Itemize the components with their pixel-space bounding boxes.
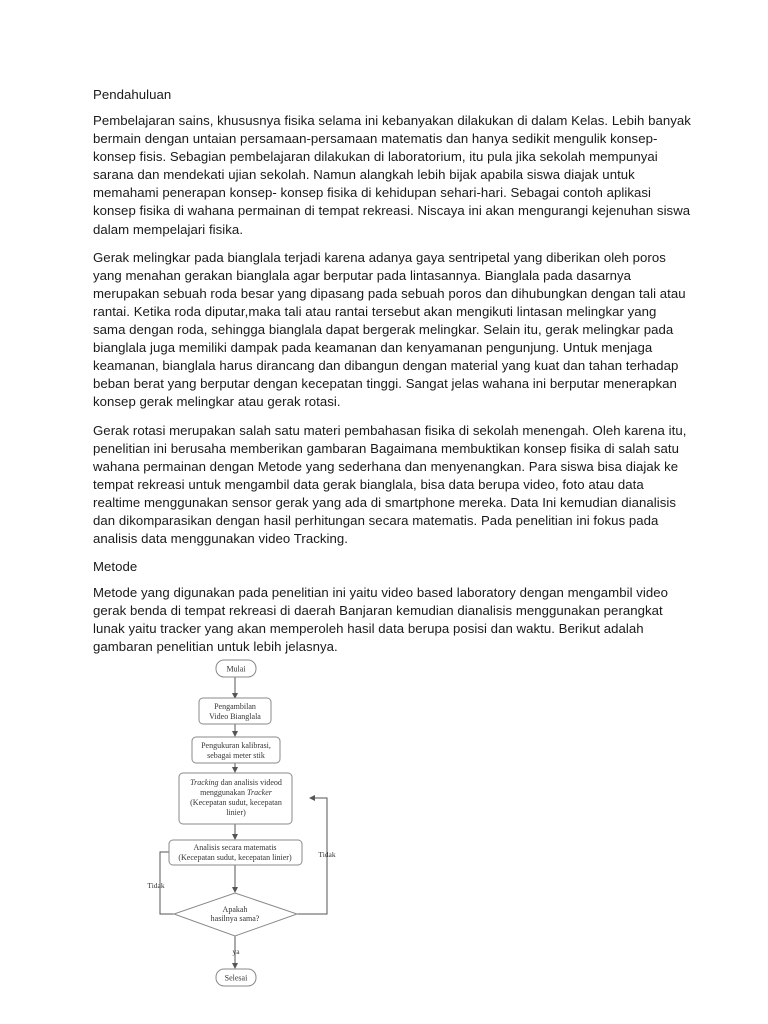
paragraph-intro-1 bbox=[93, 112, 691, 239]
text-line: gerak benda di tempat rekreasi di daerah Banjaran kemudian dianalisis menggunakan perangkat bbox=[93, 603, 663, 619]
tracking-line1-rest: dan analisis videod bbox=[218, 778, 282, 787]
flow-step-analysis-line2: (Kecepatan sudut, kecepatan linier) bbox=[178, 853, 292, 862]
tracking-italic: Tracking bbox=[190, 778, 219, 787]
text-line: dan dikomparasikan dengan hasil perhitungan secara matematis. Pada penelitian ini fokus pada bbox=[93, 512, 659, 528]
flow-label-yes: ya bbox=[232, 947, 240, 956]
text-line: bermain dengan untaian persamaan-persamaan matematis dan hanya sedikit mengulik konsep- bbox=[93, 131, 658, 147]
text-line: bianglala juga memiliki dampak pada keamanan dan kenyamanan pengunjung. Untuk menjaga bbox=[93, 340, 653, 356]
flow-step-tracking-line1 bbox=[190, 778, 282, 787]
tracking-line2-rest: menggunakan bbox=[200, 788, 247, 797]
text-line: sama dengan roda, sehingga bianglala dapat bergerak melingkar. Selain itu, gerak melingkar pada bbox=[93, 322, 674, 338]
text-line: keamanan, bianglala harus dirancang dan dibangun dengan material yang kuat dan tahan terhadap bbox=[93, 358, 679, 374]
paragraph-intro-3 bbox=[93, 422, 687, 549]
flow-step-calibration-line2: sebagai meter stik bbox=[207, 751, 265, 760]
flow-end-label: Selesai bbox=[224, 973, 248, 983]
text-line: rantai. Ketika roda diputar,maka tali atau rantai tersebut akan mengikuti lintasan melingkar yang bbox=[93, 303, 657, 319]
flow-step-video-line1: Pengambilan bbox=[214, 702, 256, 711]
paragraph-method-1 bbox=[93, 584, 678, 656]
flow-label-no-left: Tidak bbox=[147, 881, 165, 890]
text-line: beban berat yang berputar dengan kecepatan tinggi. Sangat jelas wahana ini berputar menerapkan bbox=[93, 376, 677, 392]
flow-label-no-right: Tidak bbox=[318, 850, 336, 859]
flow-step-calibration-line1: Pengukuran kalibrasi, bbox=[201, 741, 271, 750]
text-line: yang menahan gerakan bianglala agar berputar pada lintasannya. Bianglala pada dasarnya bbox=[93, 267, 632, 283]
text-line: konsep fisika di wahana permainan di tempat rekreasi. Niscaya ini akan mengurangi kejenuhan siswa bbox=[93, 203, 691, 219]
flow-step-tracking-line3: (Kecepatan sudut, kecepatan bbox=[190, 798, 282, 807]
heading-pendahuluan: Pendahuluan bbox=[93, 87, 172, 102]
text-line: lunak yaitu tracker yang akan memperoleh hasil data berupa posisi dan waktu. Berikut adalah bbox=[93, 621, 644, 637]
flow-step-analysis-line1: Analisis secara matematis bbox=[193, 843, 277, 852]
document-body bbox=[93, 86, 691, 667]
text-line: wahana permainan dengan Metode yang sederhana dan menyenangkan. Para siswa bisa diajak ke bbox=[93, 458, 679, 474]
flow-start-label: Mulai bbox=[226, 664, 246, 674]
flow-step-video-line2: Video Bianglala bbox=[209, 712, 261, 721]
flow-step-tracking-line2 bbox=[200, 788, 273, 797]
text-line: konsep gerak melingkar atau gerak rotasi. bbox=[93, 394, 341, 410]
text-line: Gerak melingkar pada bianglala terjadi karena adanya gaya sentripetal yang diberikan oleh poros bbox=[93, 249, 666, 265]
text-line: Pembelajaran sains, khususnya fisika selama ini kebanyakan dilakukan di dalam Kelas. Lebih banyak bbox=[93, 113, 691, 128]
text-line: sarana dan mendekati ujian sekolah. Namun alangkah lebih bijak apabila siswa diajak untuk bbox=[93, 167, 635, 183]
paragraph-intro-2 bbox=[93, 249, 686, 412]
text-line: memahami penerapan konsep- konsep fisika di kehidupan sehari-hari. Sebagai contoh aplikasi bbox=[93, 185, 651, 201]
text-line: merupakan sebuah roda besar yang dipasang pada sebuah poros dan dihubungkan dengan tali atau bbox=[93, 285, 686, 301]
text-line: analisis data menggunakan video Tracking. bbox=[93, 531, 348, 547]
flow-decision-line1: Apakah bbox=[222, 905, 248, 914]
text-line: realtime menggunakan sensor gerak yang ada di smartphone mereka. Data Ini kemudian dianalisis bbox=[93, 494, 677, 510]
text-line: Gerak rotasi merupakan salah satu materi pembahasan fisika di sekolah menengah. Oleh karena itu, bbox=[93, 422, 687, 438]
heading-metode: Metode bbox=[93, 559, 138, 575]
tracker-italic: Tracker bbox=[246, 788, 272, 797]
text-line: gambaran penelitian untuk lebih jelasnya. bbox=[93, 639, 338, 655]
text-line: Metode yang digunakan pada penelitian ini yaitu video based laboratory dengan mengambil video bbox=[93, 585, 669, 601]
research-flowchart bbox=[140, 650, 380, 995]
flow-step-tracking-line4: linier) bbox=[226, 808, 246, 817]
flow-decision-line2: hasilnya sama? bbox=[210, 914, 260, 923]
text-line: dalam mempelajari fisika. bbox=[93, 221, 244, 237]
text-line: konsep fisis. Sebagian pembelajaran dilakukan di laboratorium, itu pula jika sekolah mempunyai bbox=[93, 149, 658, 165]
text-line: tempat rekreasi untuk mengambil data gerak bianglala, bisa data berupa video, foto atau data bbox=[93, 476, 644, 492]
text-line: penelitian ini berusaha memberikan gambaran Bagaimana membuktikan konsep fisika di salah satu bbox=[93, 440, 679, 456]
